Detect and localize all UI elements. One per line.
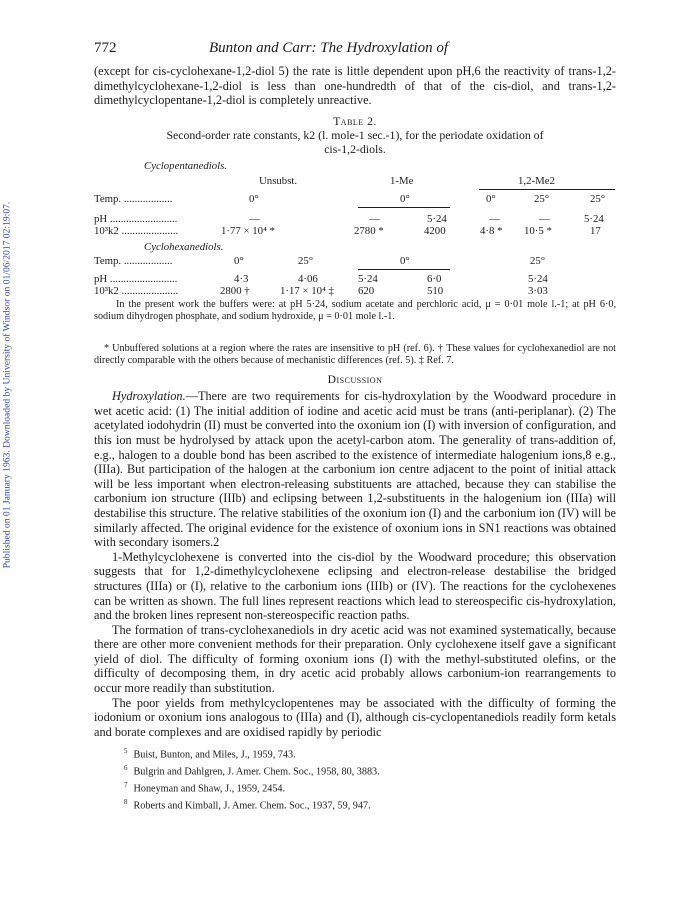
ch-k2-b: 1·17 × 10⁴ ‡ bbox=[280, 284, 334, 297]
table-caption-line-2: cis-1,2-diols. bbox=[324, 141, 386, 156]
footnote-7 bbox=[94, 779, 616, 796]
cp-temp-1-me: 0° bbox=[400, 192, 410, 205]
footnote-8 bbox=[94, 796, 616, 813]
rate-constants-table bbox=[94, 159, 616, 329]
footnote-6-num: 6 bbox=[124, 764, 128, 773]
cp-temp-unsubst: 0° bbox=[249, 192, 259, 205]
brace-1-me bbox=[358, 207, 450, 212]
footnote-7-text: Honeyman and Shaw, J., 1959, 2454. bbox=[133, 783, 286, 795]
discussion-heading: Discussion bbox=[327, 373, 383, 387]
cp-ph-1-2-me2-c: 5·24 bbox=[584, 212, 604, 225]
row-label-ph-2: pH ......................... bbox=[94, 272, 178, 285]
table-note-buffers: In the present work the buffers were: at pH 5·24, sodium acetate and perchloric acid, μ = 0·01 mole l.-1; at pH 6·0, sodium dihydrogen phosphate, and sodium hydroxide, μ = 0·01 mole l.-1. bbox=[94, 298, 616, 322]
cp-k2-1-me-a: 2780 * bbox=[354, 224, 384, 237]
footnote-6-text: Bulgrin and Dahlgren, J. Amer. Chem. Soc., 1958, 80, 3883. bbox=[133, 766, 380, 778]
footnote-7-num: 7 bbox=[124, 781, 128, 790]
table-note-symbols: * Unbuffered solutions at a region where the rates are insensitive to pH (ref. 6). † These values for cyclohexanediol are not directly comparable with the others because of mechanistic differences (ref. 5). ‡ Ref. 7. bbox=[94, 342, 616, 366]
ch-k2-d: 510 bbox=[427, 284, 444, 297]
table-section-cyclopentanediols: Cyclopentanediols. bbox=[144, 159, 228, 172]
cp-ph-1-me-a: — bbox=[369, 212, 380, 225]
footnote-5-num: 5 bbox=[124, 747, 128, 756]
discussion-paragraph-1-text: —There are two requirements for cis-hydroxylation by the Woodward procedure in wet acetic acid: (1) The initial addition of iodine and acetic acid must be trans (anti-periplanar). (2) The acetylated iodohydrin (II) must be converted into the oxonium ion (I) with inversion of configuration, and this ion must be hydrolysed by attack upon the acetyl-carbon atom. The generality of trans-addition of, e.g., halogen to a double bond has been ascribed to the existence of intermediate halogenium ions,8 e.g., (IIIa). But participation of the halogen at the carbonium ion centre adjacent to the point of initial attack will be less important when electron-releasing substituents are attached, because they can stabilise the carbonium ion structure (IIIb) and eclipsing between 1,2-substituents in the halogenium ion (IIIa) will destabilise this structure. The relative stabilities of the oxonium ion (I) and the carbonium ion (IV) will be similarly affected. The original evidence for the existence of oxonium ions in SN1 reactions was obtained with secondary isomers.2 bbox=[94, 389, 616, 550]
cp-k2-1-2-me2-c: 17 bbox=[590, 224, 601, 237]
hydroxylation-lead: Hydroxylation. bbox=[112, 389, 186, 404]
cp-temp-1-2-me2-a: 0° bbox=[486, 192, 496, 205]
cp-ph-1-2-me2-b: — bbox=[539, 212, 550, 225]
row-label-k2-2: 10³k2 ..................... bbox=[94, 284, 179, 297]
page-number: 772 bbox=[94, 40, 117, 56]
footnote-5 bbox=[94, 745, 616, 762]
header-1-me: 1-Me bbox=[390, 174, 414, 187]
row-label-temp: Temp. .................. bbox=[94, 192, 173, 205]
cp-k2-unsubst: 1·77 × 10⁴ * bbox=[221, 224, 275, 237]
discussion-paragraph-3: The formation of trans-cyclohexanediols in dry acetic acid was not examined systematically, because there are other more convenient methods for their preparation. Only cyclohexene itself gave a significant yield of diol. The difficulty of forming oxonium ions (I) with the methyl-substituted olefins, or the difficulty of decomposing them, in dry acetic acid probably allows carbonium-ion rearrangements to occur more readily than substitution. bbox=[94, 622, 616, 696]
journal-page bbox=[94, 40, 616, 813]
download-watermark bbox=[2, 120, 12, 650]
cp-ph-1-2-me2-a: — bbox=[489, 212, 500, 225]
row-label-ph: pH ......................... bbox=[94, 212, 178, 225]
ch-ph-a: 4·3 bbox=[234, 272, 249, 285]
table-caption-line-1: Second-order rate constants, k2 (l. mole-1 sec.-1), for the periodate oxidation of bbox=[166, 127, 544, 142]
running-title: Bunton and Carr: The Hydroxylation of bbox=[209, 40, 449, 56]
footnote-5-text: Buist, Bunton, and Miles, J., 1959, 743. bbox=[133, 749, 296, 761]
footnote-8-num: 8 bbox=[124, 797, 128, 806]
page-header bbox=[94, 40, 616, 60]
row-label-k2: 10³k2 ..................... bbox=[94, 224, 179, 237]
table-section-cyclohexanediols: Cyclohexanediols. bbox=[144, 240, 224, 253]
intro-paragraph: (except for cis-cyclohexane-1,2-diol 5) the rate is little dependent upon pH,6 the reactivity of trans-1,2-dimethylcyclohexane-1,2-diol is less than one-hundredth of that of the cis-diol, and trans-1,2-dimethylcyclopentane-1,2-diol is completely unreactive. bbox=[94, 64, 616, 108]
table-caption bbox=[94, 128, 616, 156]
discussion-paragraph-4: The poor yields from methylcyclopentenes may be associated with the difficulty of forming the iodonium or oxonium ions analogous to (IIIa) and (I), although cis-cyclopentanediols readily form ketals and borate complexes and are oxidised rapidly by periodic bbox=[94, 695, 616, 739]
footnote-6 bbox=[94, 762, 616, 779]
ch-temp-c: 0° bbox=[400, 254, 410, 267]
cp-k2-1-2-me2-b: 10·5 * bbox=[524, 224, 552, 237]
ch-ph-b: 4·06 bbox=[298, 272, 318, 285]
download-watermark-text: Published on 01 January 1963. Downloaded by University of Windsor on 01/06/2017 02:19:07. bbox=[1, 201, 13, 569]
header-unsubst: Unsubst. bbox=[259, 174, 298, 187]
ch-temp-d: 25° bbox=[530, 254, 546, 267]
table-label: Table 2. bbox=[333, 114, 377, 128]
ch-ph-c: 5·24 bbox=[358, 272, 378, 285]
cp-k2-1-me-b: 4200 bbox=[424, 224, 446, 237]
ch-k2-a: 2800 † bbox=[220, 284, 250, 297]
cp-temp-1-2-me2-b: 25° bbox=[534, 192, 550, 205]
header-1-2-me2: 1,2-Me2 bbox=[518, 174, 555, 187]
discussion-paragraph-1 bbox=[94, 389, 616, 550]
ch-k2-e: 3·03 bbox=[528, 284, 548, 297]
cp-ph-1-me-b: 5·24 bbox=[427, 212, 447, 225]
cp-temp-1-2-me2-c: 25° bbox=[590, 192, 606, 205]
ch-ph-e: 5·24 bbox=[528, 272, 548, 285]
ch-temp-b: 25° bbox=[298, 254, 314, 267]
footnote-8-text: Roberts and Kimball, J. Amer. Chem. Soc., 1937, 59, 947. bbox=[133, 800, 371, 812]
cp-ph-unsubst: — bbox=[249, 212, 260, 225]
ch-temp-a: 0° bbox=[234, 254, 244, 267]
cp-k2-1-2-me2-a: 4·8 * bbox=[480, 224, 503, 237]
row-label-temp-2: Temp. .................. bbox=[94, 254, 173, 267]
discussion-paragraph-2: 1-Methylcyclohexene is converted into the cis-diol by the Woodward procedure; this observation suggests that for 1,2-dimethylcyclohexene eclipsing and electron-release destabilise the bridged structures (IIIa) or (I), relative to the carbonium ions (IIIb) or (IV). The reactions for the cyclohexenes can be written as shown. The full lines represent reactions which lead to stereospecific cis-hydroxylation, and the broken lines represent non-stereospecific reaction paths. bbox=[94, 549, 616, 623]
footnotes bbox=[94, 745, 616, 812]
ch-ph-d: 6·0 bbox=[427, 272, 442, 285]
ch-k2-c: 620 bbox=[358, 284, 375, 297]
